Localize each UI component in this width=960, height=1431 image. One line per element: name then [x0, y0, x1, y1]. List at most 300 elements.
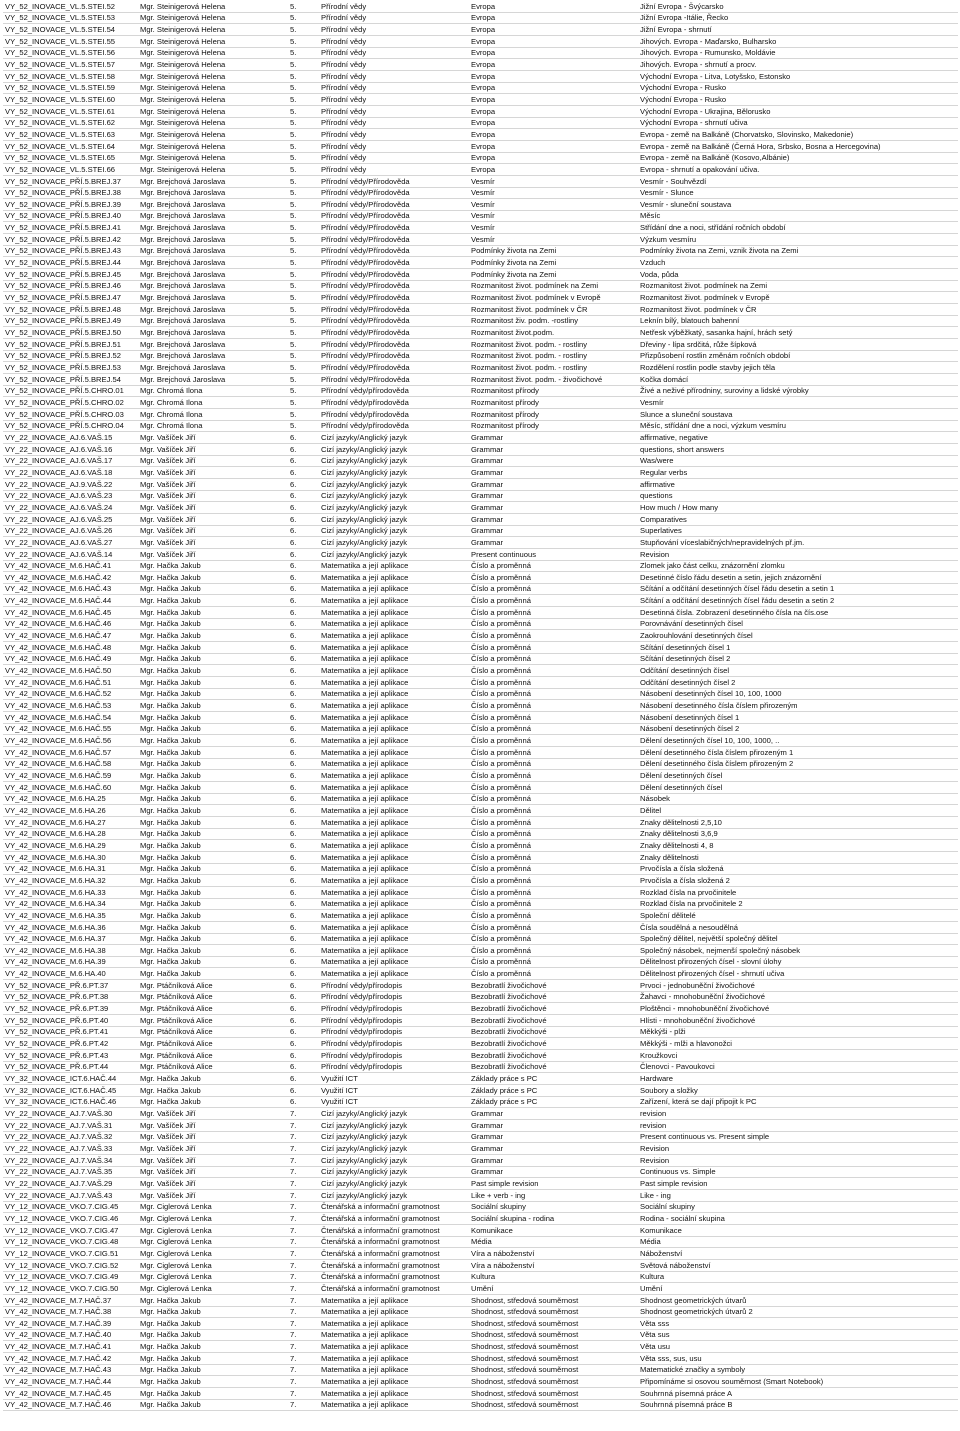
table-row — [3, 455, 958, 467]
table-row — [3, 618, 958, 630]
author-cell: Mgr. Vašíček Jiří — [138, 467, 288, 479]
author-cell: Mgr. Hačka Jakub — [138, 910, 288, 922]
grade-cell: 5. — [288, 292, 319, 304]
grade-cell: 6. — [288, 537, 319, 549]
table-row — [3, 945, 958, 957]
author-cell: Mgr. Ciglerová Lenka — [138, 1283, 288, 1295]
grade-cell: 6. — [288, 712, 319, 724]
subject-cell: Matematika a její aplikace — [319, 968, 469, 980]
material-code-cell: VY_52_INOVACE_VL.5.STEI.57 — [3, 59, 138, 71]
lesson-title-cell: Rozdělení rostlin podle stavby jejich těla — [638, 362, 958, 374]
grade-cell: 7. — [288, 1143, 319, 1155]
table-row — [3, 1329, 958, 1341]
author-cell: Mgr. Brejchová Jaroslava — [138, 350, 288, 362]
lesson-title-cell: Vesmír — [638, 397, 958, 409]
topic-cell: Číslo a proměnná — [469, 735, 638, 747]
grade-cell: 5. — [288, 304, 319, 316]
lesson-title-cell: Rozmanitost život. podmínek na Zemi — [638, 280, 958, 292]
subject-cell: Přírodní vědy/přírodopis — [319, 991, 469, 1003]
table-row — [3, 793, 958, 805]
material-code-cell: VY_42_INOVACE_M.7.HAČ.40 — [3, 1329, 138, 1341]
lesson-title-cell: Zařízení, která se dají připojit k PC — [638, 1096, 958, 1108]
material-code-cell: VY_52_INOVACE_PŘÍ.5.BREJ.42 — [3, 234, 138, 246]
author-cell: Mgr. Hačka Jakub — [138, 595, 288, 607]
subject-cell: Cizí jazyky/Anglický jazyk — [319, 513, 469, 525]
topic-cell: Present continuous — [469, 548, 638, 560]
table-row — [3, 1364, 958, 1376]
table-row — [3, 653, 958, 665]
topic-cell: Rozmanitost život. podmínek na Zemi — [469, 280, 638, 292]
grade-cell: 7. — [288, 1131, 319, 1143]
table-row — [3, 1318, 958, 1330]
table-row — [3, 677, 958, 689]
topic-cell: Podmínky života na Zemi — [469, 257, 638, 269]
author-cell: Mgr. Chromá Ilona — [138, 408, 288, 420]
grade-cell: 6. — [288, 980, 319, 992]
lesson-title-cell: Revision — [638, 1154, 958, 1166]
table-row — [3, 583, 958, 595]
author-cell: Mgr. Hačka Jakub — [138, 1364, 288, 1376]
material-code-cell: VY_52_INOVACE_PŘÍ.5.BREJ.50 — [3, 327, 138, 339]
lesson-title-cell: Násobení desetinného čísla číslem přirozeným — [638, 700, 958, 712]
material-code-cell: VY_42_INOVACE_M.6.HAČ.58 — [3, 758, 138, 770]
material-code-cell: VY_52_INOVACE_PŘÍ.5.BREJ.44 — [3, 257, 138, 269]
table-row — [3, 47, 958, 59]
author-cell: Mgr. Steinigerová Helena — [138, 12, 288, 24]
subject-cell: Matematika a její aplikace — [319, 688, 469, 700]
topic-cell: Evropa — [469, 129, 638, 141]
grade-cell: 6. — [288, 735, 319, 747]
topic-cell: Číslo a proměnná — [469, 712, 638, 724]
topic-cell: Číslo a proměnná — [469, 793, 638, 805]
subject-cell: Cizí jazyky/Anglický jazyk — [319, 1131, 469, 1143]
author-cell: Mgr. Hačka Jakub — [138, 921, 288, 933]
table-row — [3, 478, 958, 490]
grade-cell: 5. — [288, 70, 319, 82]
author-cell: Mgr. Hačka Jakub — [138, 583, 288, 595]
topic-cell: Shodnost, středová souměrnost — [469, 1306, 638, 1318]
material-code-cell: VY_22_INOVACE_AJ.6.VAŠ.23 — [3, 490, 138, 502]
lesson-title-cell: Umění — [638, 1283, 958, 1295]
material-code-cell: VY_42_INOVACE_M.6.HAČ.52 — [3, 688, 138, 700]
lesson-title-cell: Rozmanitost život. podmínek v ČR — [638, 304, 958, 316]
material-code-cell: VY_22_INOVACE_AJ.7.VAŠ.43 — [3, 1189, 138, 1201]
author-cell: Mgr. Hačka Jakub — [138, 1073, 288, 1085]
subject-cell: Přírodní vědy — [319, 152, 469, 164]
topic-cell: Grammar — [469, 502, 638, 514]
subject-cell: Cizí jazyky/Anglický jazyk — [319, 432, 469, 444]
grade-cell: 6. — [288, 991, 319, 1003]
table-row — [3, 595, 958, 607]
subject-cell: Využití ICT — [319, 1073, 469, 1085]
author-cell: Mgr. Hačka Jakub — [138, 688, 288, 700]
subject-cell: Cizí jazyky/Anglický jazyk — [319, 1120, 469, 1132]
topic-cell: Shodnost, středová souměrnost — [469, 1364, 638, 1376]
grade-cell: 7. — [288, 1154, 319, 1166]
grade-cell: 7. — [288, 1353, 319, 1365]
subject-cell: Přírodní vědy — [319, 1, 469, 12]
material-code-cell: VY_42_INOVACE_M.6.HA.32 — [3, 875, 138, 887]
topic-cell: Grammar — [469, 443, 638, 455]
subject-cell: Cizí jazyky/Anglický jazyk — [319, 1166, 469, 1178]
author-cell: Mgr. Hačka Jakub — [138, 875, 288, 887]
author-cell: Mgr. Hačka Jakub — [138, 618, 288, 630]
author-cell: Mgr. Hačka Jakub — [138, 805, 288, 817]
lesson-title-cell: Kočka domácí — [638, 374, 958, 386]
material-code-cell: VY_52_INOVACE_PŘÍ.5.CHRO.02 — [3, 397, 138, 409]
topic-cell: Rozmanitost život. podm. - rostliny — [469, 350, 638, 362]
material-code-cell: VY_42_INOVACE_M.6.HAČ.45 — [3, 607, 138, 619]
topic-cell: Evropa — [469, 47, 638, 59]
lesson-title-cell: Zlomek jako část celku, znázornění zlomku — [638, 560, 958, 572]
grade-cell: 7. — [288, 1341, 319, 1353]
material-code-cell: VY_52_INOVACE_VL.5.STEI.60 — [3, 94, 138, 106]
lesson-title-cell: Znaky dělitelnosti 3,6,9 — [638, 828, 958, 840]
lesson-title-cell: Živé a neživé přírodniny, suroviny a lidské výrobky — [638, 385, 958, 397]
table-row — [3, 1015, 958, 1027]
grade-cell: 5. — [288, 397, 319, 409]
table-row — [3, 1178, 958, 1190]
lesson-title-cell: affirmative — [638, 478, 958, 490]
table-row — [3, 1341, 958, 1353]
topic-cell: Evropa — [469, 35, 638, 47]
grade-cell: 5. — [288, 269, 319, 281]
subject-cell: Přírodní vědy/Přírodověda — [319, 199, 469, 211]
lesson-title-cell: Společní dělitelé — [638, 910, 958, 922]
subject-cell: Využití ICT — [319, 1096, 469, 1108]
topic-cell: Číslo a proměnná — [469, 956, 638, 968]
table-row — [3, 315, 958, 327]
subject-cell: Přírodní vědy/Přírodověda — [319, 234, 469, 246]
author-cell: Mgr. Chromá Ilona — [138, 397, 288, 409]
material-code-cell: VY_42_INOVACE_M.6.HAČ.42 — [3, 572, 138, 584]
table-row — [3, 362, 958, 374]
material-code-cell: VY_52_INOVACE_PŘÍ.5.BREJ.48 — [3, 304, 138, 316]
table-row — [3, 94, 958, 106]
grade-cell: 5. — [288, 257, 319, 269]
material-code-cell: VY_22_INOVACE_AJ.6.VAŠ.15 — [3, 432, 138, 444]
lesson-title-cell: Desetinné číslo řádu desetin a setin, jejich znázornění — [638, 572, 958, 584]
lesson-title-cell: Měkkýši - mlži a hlavonožci — [638, 1038, 958, 1050]
subject-cell: Přírodní vědy/Přírodověda — [319, 187, 469, 199]
material-code-cell: VY_52_INOVACE_VL.5.STEI.55 — [3, 35, 138, 47]
material-code-cell: VY_12_INOVACE_VKO.7.CIG.46 — [3, 1213, 138, 1225]
lesson-title-cell: Násobení desetinných čísel 1 — [638, 712, 958, 724]
topic-cell: Kultura — [469, 1271, 638, 1283]
material-code-cell: VY_52_INOVACE_PŘÍ.5.BREJ.49 — [3, 315, 138, 327]
material-code-cell: VY_22_INOVACE_AJ.7.VAŠ.35 — [3, 1166, 138, 1178]
lesson-title-cell: Sociální skupiny — [638, 1201, 958, 1213]
grade-cell: 5. — [288, 117, 319, 129]
author-cell: Mgr. Hačka Jakub — [138, 1341, 288, 1353]
topic-cell: Grammar — [469, 1131, 638, 1143]
grade-cell: 6. — [288, 1026, 319, 1038]
author-cell: Mgr. Hačka Jakub — [138, 665, 288, 677]
lesson-title-cell: Shodnost geometrických útvarů — [638, 1294, 958, 1306]
table-row — [3, 467, 958, 479]
author-cell: Mgr. Hačka Jakub — [138, 735, 288, 747]
topic-cell: Vesmír — [469, 234, 638, 246]
subject-cell: Matematika a její aplikace — [319, 828, 469, 840]
table-row — [3, 59, 958, 71]
material-code-cell: VY_52_INOVACE_PŘÍ.5.BREJ.53 — [3, 362, 138, 374]
table-row — [3, 770, 958, 782]
subject-cell: Čtenářská a informační gramotnost — [319, 1236, 469, 1248]
author-cell: Mgr. Ciglerová Lenka — [138, 1201, 288, 1213]
material-code-cell: VY_42_INOVACE_M.6.HA.29 — [3, 840, 138, 852]
author-cell: Mgr. Hačka Jakub — [138, 1085, 288, 1097]
lesson-title-cell: Podmínky života na Zemi, vznik života na Zemi — [638, 245, 958, 257]
table-row — [3, 863, 958, 875]
author-cell: Mgr. Hačka Jakub — [138, 770, 288, 782]
material-code-cell: VY_42_INOVACE_M.6.HA.36 — [3, 921, 138, 933]
topic-cell: Shodnost, středová souměrnost — [469, 1341, 638, 1353]
table-row — [3, 304, 958, 316]
topic-cell: Grammar — [469, 432, 638, 444]
material-code-cell: VY_42_INOVACE_M.6.HA.33 — [3, 886, 138, 898]
author-cell: Mgr. Hačka Jakub — [138, 1376, 288, 1388]
author-cell: Mgr. Steinigerová Helena — [138, 1, 288, 12]
lesson-title-cell: Revision — [638, 1143, 958, 1155]
material-code-cell: VY_52_INOVACE_PŘÍ.5.BREJ.43 — [3, 245, 138, 257]
table-row — [3, 1283, 958, 1295]
grade-cell: 6. — [288, 805, 319, 817]
material-code-cell: VY_42_INOVACE_M.7.HAČ.45 — [3, 1388, 138, 1400]
material-code-cell: VY_42_INOVACE_M.6.HAČ.59 — [3, 770, 138, 782]
material-code-cell: VY_42_INOVACE_M.6.HAČ.43 — [3, 583, 138, 595]
table-row — [3, 1085, 958, 1097]
topic-cell: Rozmanitost přírody — [469, 397, 638, 409]
grade-cell: 7. — [288, 1376, 319, 1388]
topic-cell: Grammar — [469, 467, 638, 479]
lesson-title-cell: Sčítání a odčítání desetinných čísel řádu desetin a setin 2 — [638, 595, 958, 607]
subject-cell: Matematika a její aplikace — [319, 781, 469, 793]
lesson-title-cell: Porovnávání desetinných čísel — [638, 618, 958, 630]
table-row — [3, 1213, 958, 1225]
table-row — [3, 408, 958, 420]
table-row — [3, 513, 958, 525]
grade-cell: 6. — [288, 851, 319, 863]
subject-cell: Přírodní vědy/Přírodověda — [319, 374, 469, 386]
lesson-title-cell: Present continuous vs. Present simple — [638, 1131, 958, 1143]
material-code-cell: VY_42_INOVACE_M.6.HA.27 — [3, 816, 138, 828]
subject-cell: Matematika a její aplikace — [319, 677, 469, 689]
topic-cell: Číslo a proměnná — [469, 583, 638, 595]
grade-cell: 6. — [288, 677, 319, 689]
subject-cell: Matematika a její aplikace — [319, 1353, 469, 1365]
lesson-title-cell: Znaky dělitelnosti 4, 8 — [638, 840, 958, 852]
table-row — [3, 222, 958, 234]
lesson-title-cell: Dělení desetinných čísel 10, 100, 1000, .. — [638, 735, 958, 747]
author-cell: Mgr. Hačka Jakub — [138, 630, 288, 642]
material-code-cell: VY_52_INOVACE_PŘÍ.5.BREJ.39 — [3, 199, 138, 211]
material-code-cell: VY_42_INOVACE_M.7.HAČ.38 — [3, 1306, 138, 1318]
subject-cell: Matematika a její aplikace — [319, 735, 469, 747]
table-row — [3, 886, 958, 898]
lesson-title-cell: Stupňování víceslabičných/nepravidelných př.jm. — [638, 537, 958, 549]
topic-cell: Shodnost, středová souměrnost — [469, 1376, 638, 1388]
lesson-title-cell: Slunce a sluneční soustava — [638, 408, 958, 420]
topic-cell: Číslo a proměnná — [469, 933, 638, 945]
topic-cell: Evropa — [469, 82, 638, 94]
author-cell: Mgr. Steinigerová Helena — [138, 105, 288, 117]
topic-cell: Grammar — [469, 478, 638, 490]
lesson-title-cell: Odčítání desetinných čísel 2 — [638, 677, 958, 689]
lesson-title-cell: Jižní Evropa -Itálie, Řecko — [638, 12, 958, 24]
lesson-title-cell: Sčítání desetinných čísel 2 — [638, 653, 958, 665]
materials-table — [3, 1, 958, 1411]
topic-cell: Číslo a proměnná — [469, 851, 638, 863]
subject-cell: Cizí jazyky/Anglický jazyk — [319, 548, 469, 560]
subject-cell: Přírodní vědy/přírodověda — [319, 408, 469, 420]
topic-cell: Média — [469, 1236, 638, 1248]
lesson-title-cell: Věta sus — [638, 1329, 958, 1341]
table-row — [3, 129, 958, 141]
author-cell: Mgr. Hačka Jakub — [138, 886, 288, 898]
topic-cell: Grammar — [469, 1143, 638, 1155]
grade-cell: 5. — [288, 47, 319, 59]
topic-cell: Bezobratlí živočichové — [469, 1026, 638, 1038]
lesson-title-cell: Dělitelnost přirozených čísel - shrnutí učiva — [638, 968, 958, 980]
topic-cell: Past simple revision — [469, 1178, 638, 1190]
grade-cell: 5. — [288, 164, 319, 176]
topic-cell: Evropa — [469, 164, 638, 176]
table-row — [3, 164, 958, 176]
material-code-cell: VY_42_INOVACE_M.6.HA.28 — [3, 828, 138, 840]
topic-cell: Grammar — [469, 490, 638, 502]
grade-cell: 6. — [288, 921, 319, 933]
material-code-cell: VY_52_INOVACE_VL.5.STEI.64 — [3, 140, 138, 152]
grade-cell: 5. — [288, 12, 319, 24]
topic-cell: Víra a náboženství — [469, 1248, 638, 1260]
topic-cell: Grammar — [469, 1120, 638, 1132]
grade-cell: 7. — [288, 1318, 319, 1330]
author-cell: Mgr. Hačka Jakub — [138, 781, 288, 793]
author-cell: Mgr. Hačka Jakub — [138, 653, 288, 665]
subject-cell: Čtenářská a informační gramotnost — [319, 1213, 469, 1225]
grade-cell: 5. — [288, 82, 319, 94]
topic-cell: Základy práce s PC — [469, 1085, 638, 1097]
table-row — [3, 537, 958, 549]
topic-cell: Základy práce s PC — [469, 1073, 638, 1085]
table-row — [3, 269, 958, 281]
subject-cell: Matematika a její aplikace — [319, 1364, 469, 1376]
subject-cell: Cizí jazyky/Anglický jazyk — [319, 537, 469, 549]
table-row — [3, 665, 958, 677]
author-cell: Mgr. Ciglerová Lenka — [138, 1248, 288, 1260]
lesson-title-cell: Měsíc — [638, 210, 958, 222]
subject-cell: Přírodní vědy — [319, 105, 469, 117]
topic-cell: Rozmanitost život. podm. - rostliny — [469, 339, 638, 351]
topic-cell: Bezobratlí živočichové — [469, 1038, 638, 1050]
table-row — [3, 432, 958, 444]
grade-cell: 6. — [288, 968, 319, 980]
table-row — [3, 548, 958, 560]
lesson-title-cell: How much / How many — [638, 502, 958, 514]
grade-cell: 6. — [288, 455, 319, 467]
topic-cell: Bezobratlí živočichové — [469, 1003, 638, 1015]
lesson-title-cell: Rozmanitost život. podmínek v Evropě — [638, 292, 958, 304]
grade-cell: 7. — [288, 1248, 319, 1260]
subject-cell: Přírodní vědy/Přírodověda — [319, 315, 469, 327]
grade-cell: 6. — [288, 747, 319, 759]
lesson-title-cell: Čísla soudělná a nesoudělná — [638, 921, 958, 933]
topic-cell: Číslo a proměnná — [469, 653, 638, 665]
topic-cell: Evropa — [469, 1, 638, 12]
material-code-cell: VY_22_INOVACE_AJ.6.VAŠ.16 — [3, 443, 138, 455]
topic-cell: Bezobratlí živočichové — [469, 991, 638, 1003]
material-code-cell: VY_42_INOVACE_M.6.HA.34 — [3, 898, 138, 910]
table-row — [3, 1026, 958, 1038]
grade-cell: 5. — [288, 362, 319, 374]
material-code-cell: VY_42_INOVACE_M.7.HAČ.39 — [3, 1318, 138, 1330]
table-row — [3, 234, 958, 246]
material-code-cell: VY_52_INOVACE_VL.5.STEI.66 — [3, 164, 138, 176]
grade-cell: 6. — [288, 781, 319, 793]
lesson-title-cell: Rodina - sociální skupina — [638, 1213, 958, 1225]
grade-cell: 7. — [288, 1224, 319, 1236]
table-row — [3, 385, 958, 397]
lesson-title-cell: Sčítání desetinných čísel 1 — [638, 642, 958, 654]
topic-cell: Číslo a proměnná — [469, 560, 638, 572]
grade-cell: 6. — [288, 478, 319, 490]
author-cell: Mgr. Hačka Jakub — [138, 851, 288, 863]
table-row — [3, 443, 958, 455]
lesson-title-cell: Odčítání desetinných čísel — [638, 665, 958, 677]
table-row — [3, 105, 958, 117]
topic-cell: Víra a náboženství — [469, 1259, 638, 1271]
lesson-title-cell: Evropa - shrnutí a opakování učiva. — [638, 164, 958, 176]
material-code-cell: VY_52_INOVACE_VL.5.STEI.62 — [3, 117, 138, 129]
subject-cell: Matematika a její aplikace — [319, 1376, 469, 1388]
author-cell: Mgr. Brejchová Jaroslava — [138, 362, 288, 374]
subject-cell: Matematika a její aplikace — [319, 1388, 469, 1400]
material-code-cell: VY_52_INOVACE_PŘÍ.5.CHRO.03 — [3, 408, 138, 420]
material-code-cell: VY_42_INOVACE_M.6.HAČ.51 — [3, 677, 138, 689]
grade-cell: 6. — [288, 863, 319, 875]
table-row — [3, 280, 958, 292]
author-cell: Mgr. Vašíček Jiří — [138, 1189, 288, 1201]
lesson-title-cell: Zaokrouhlování desetinných čísel — [638, 630, 958, 642]
table-row — [3, 82, 958, 94]
author-cell: Mgr. Vašíček Jiří — [138, 1108, 288, 1120]
lesson-title-cell: Voda, půda — [638, 269, 958, 281]
topic-cell: Shodnost, středová souměrnost — [469, 1294, 638, 1306]
lesson-title-cell: Měkkýši - plži — [638, 1026, 958, 1038]
lesson-title-cell: Rozklad čísla na prvočinitele 2 — [638, 898, 958, 910]
material-code-cell: VY_52_INOVACE_PŘ.6.PT.40 — [3, 1015, 138, 1027]
lesson-title-cell: Kultura — [638, 1271, 958, 1283]
topic-cell: Shodnost, středová souměrnost — [469, 1353, 638, 1365]
table-row — [3, 24, 958, 36]
topic-cell: Číslo a proměnná — [469, 921, 638, 933]
table-row — [3, 152, 958, 164]
subject-cell: Matematika a její aplikace — [319, 898, 469, 910]
materials-table-body — [3, 1, 958, 1411]
author-cell: Mgr. Hačka Jakub — [138, 1306, 288, 1318]
lesson-title-cell: revision — [638, 1108, 958, 1120]
topic-cell: Číslo a proměnná — [469, 898, 638, 910]
table-row — [3, 1154, 958, 1166]
table-row — [3, 187, 958, 199]
topic-cell: Evropa — [469, 59, 638, 71]
material-code-cell: VY_42_INOVACE_M.7.HAČ.42 — [3, 1353, 138, 1365]
table-row — [3, 828, 958, 840]
table-row — [3, 1248, 958, 1260]
table-row — [3, 245, 958, 257]
lesson-title-cell: Matematické značky a symboly — [638, 1364, 958, 1376]
author-cell: Mgr. Hačka Jakub — [138, 723, 288, 735]
